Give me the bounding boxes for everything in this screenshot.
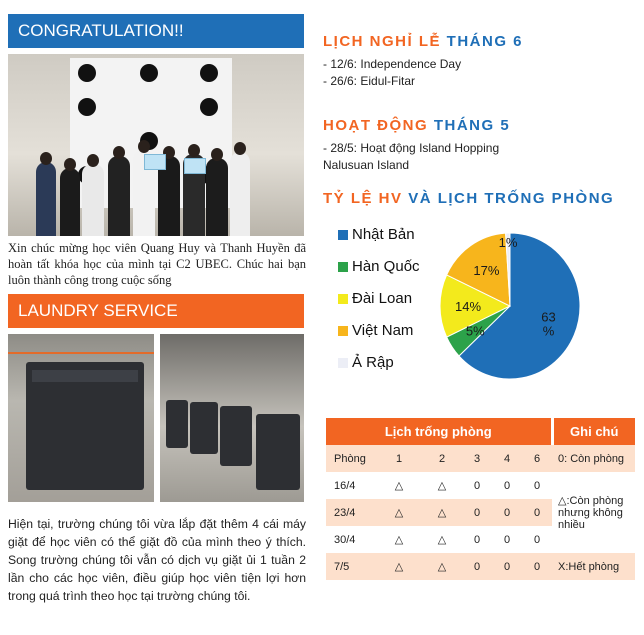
activity-heading-b: THÁNG 5 — [433, 117, 511, 134]
washing-machine — [166, 400, 188, 448]
holiday-heading-a: LỊCH NGHỈ LỄ — [323, 33, 441, 50]
washing-machine-photo — [8, 334, 154, 502]
holiday-heading-b: THÁNG 6 — [446, 33, 524, 50]
pie-data-label: 14% — [454, 299, 482, 314]
person-head — [211, 148, 223, 161]
ratio-heading — [323, 190, 614, 207]
certificate — [184, 158, 206, 174]
list-item: - 12/6: Independence Day — [323, 57, 462, 71]
person-head — [138, 140, 150, 153]
certificate — [144, 154, 166, 170]
legend-label: Việt Nam — [352, 322, 414, 339]
pie-data-label: 1% — [498, 234, 518, 250]
legend-label: Nhật Bản — [352, 226, 415, 243]
holiday-list — [323, 56, 461, 90]
list-item: Nalusuan Island — [323, 158, 410, 172]
table-cell: 0 — [462, 472, 492, 499]
table-cell: 3 — [462, 445, 492, 472]
table-cell: 6 — [522, 445, 552, 472]
person-head — [113, 146, 125, 159]
person-head — [40, 152, 52, 165]
table-cell: 0 — [522, 553, 552, 580]
holiday-heading — [323, 33, 523, 50]
table-cell: 0 — [522, 472, 552, 499]
person — [60, 168, 80, 236]
table-cell: Phòng — [326, 445, 376, 472]
table-note: X:Hết phòng — [552, 553, 635, 580]
legend-label: Ả Rập — [352, 354, 394, 371]
list-item: - 28/5: Hoạt động Island Hopping — [323, 141, 500, 155]
person — [108, 156, 130, 236]
machine-control-panel — [32, 370, 138, 382]
table-cell: 7/5 — [326, 553, 376, 580]
legend-swatch — [338, 326, 348, 336]
table-cell: 0 — [462, 553, 492, 580]
list-item: - 26/6: Eidul-Fitar — [323, 74, 416, 88]
table-cell: 0 — [462, 499, 492, 526]
table-cell: △ — [422, 499, 462, 526]
table-cell: 0 — [492, 472, 522, 499]
washing-machine — [256, 414, 300, 490]
table-cell: 23/4 — [326, 499, 376, 526]
ubec-logo-icon — [78, 98, 96, 116]
person — [230, 152, 250, 236]
table-header-note: Ghi chú — [552, 418, 635, 445]
graduation-photo — [8, 54, 304, 236]
laundry-caption: Hiện tại, trường chúng tôi vừa lắp đặt thêm 4 cái máy giặt để học viên có thể giặt đồ của mình theo ý thích. Song trường chúng tôi vẫn có dịch vụ giặt ủi 1 tuần 2 lần cho các học viên, điều giúp học viên tiện lợi hơn trong quá trình theo học tại trường chúng tôi. — [8, 517, 306, 603]
ratio-heading-a: TỶ LỆ HV — [323, 190, 403, 207]
legend-swatch — [338, 230, 348, 240]
table-row — [326, 445, 635, 472]
table-note: △:Còn phòng nhưng không nhiều — [552, 472, 635, 553]
pie-data-label: 5% — [465, 323, 485, 339]
ubec-logo-icon — [78, 64, 96, 82]
activity-heading — [323, 117, 510, 134]
table-cell: 30/4 — [326, 526, 376, 553]
table-cell: △ — [422, 472, 462, 499]
table-cell: 4 — [492, 445, 522, 472]
pie-data-label: 17% — [473, 262, 500, 278]
laundry-room-photo — [160, 334, 304, 502]
activity-heading-a: HOẠT ĐỘNG — [323, 117, 429, 134]
legend-swatch — [338, 262, 348, 272]
table-cell: 16/4 — [326, 472, 376, 499]
table-row — [326, 553, 635, 580]
person-head — [188, 144, 200, 157]
legend-swatch — [338, 358, 348, 368]
washing-machine — [220, 406, 252, 466]
table-cell: △ — [422, 526, 462, 553]
table-cell: △ — [376, 553, 422, 580]
pie-data-label: 63 % — [541, 309, 556, 339]
ubec-logo-icon — [200, 64, 218, 82]
ubec-logo-icon — [140, 64, 158, 82]
washing-machine — [190, 402, 218, 454]
table-cell: △ — [422, 553, 462, 580]
table-cell: 0 — [522, 499, 552, 526]
table-cell: 0 — [462, 526, 492, 553]
table-cell: 0 — [492, 499, 522, 526]
table-cell: 2 — [422, 445, 462, 472]
table-cell: △ — [376, 499, 422, 526]
ratio-heading-b: VÀ LỊCH TRỐNG PHÒNG — [408, 190, 615, 207]
person — [82, 164, 104, 236]
table-cell: 1 — [376, 445, 422, 472]
person-head — [234, 142, 246, 155]
table-row — [326, 472, 635, 499]
laundry-service-banner: LAUNDRY SERVICE — [8, 294, 304, 328]
table-cell: △ — [376, 526, 422, 553]
table-cell: 0 — [492, 526, 522, 553]
person-head — [87, 154, 99, 167]
person — [36, 162, 56, 236]
ubec-logo-icon — [200, 98, 218, 116]
table-cell: 0 — [522, 526, 552, 553]
person — [206, 158, 228, 236]
room-availability-table — [326, 418, 635, 580]
table-cell: 0 — [492, 553, 522, 580]
table-note: 0: Còn phòng — [552, 445, 635, 472]
hose — [8, 352, 154, 354]
legend-swatch — [338, 294, 348, 304]
nationality-pie-chart — [438, 232, 582, 380]
legend-label: Đài Loan — [352, 290, 413, 307]
person-head — [64, 158, 76, 171]
legend-label: Hàn Quốc — [352, 258, 420, 275]
table-cell: △ — [376, 472, 422, 499]
graduation-caption: Xin chúc mừng học viên Quang Huy và Thanh Huyền đã hoàn tất khóa học của mình tại C2 UBEC. Chúc hai bạn luôn thành công trong cuộc sống — [8, 241, 306, 287]
activity-list — [323, 140, 499, 174]
congratulation-banner: CONGRATULATION!! — [8, 14, 304, 48]
table-header-main: Lịch trống phòng — [326, 418, 552, 445]
